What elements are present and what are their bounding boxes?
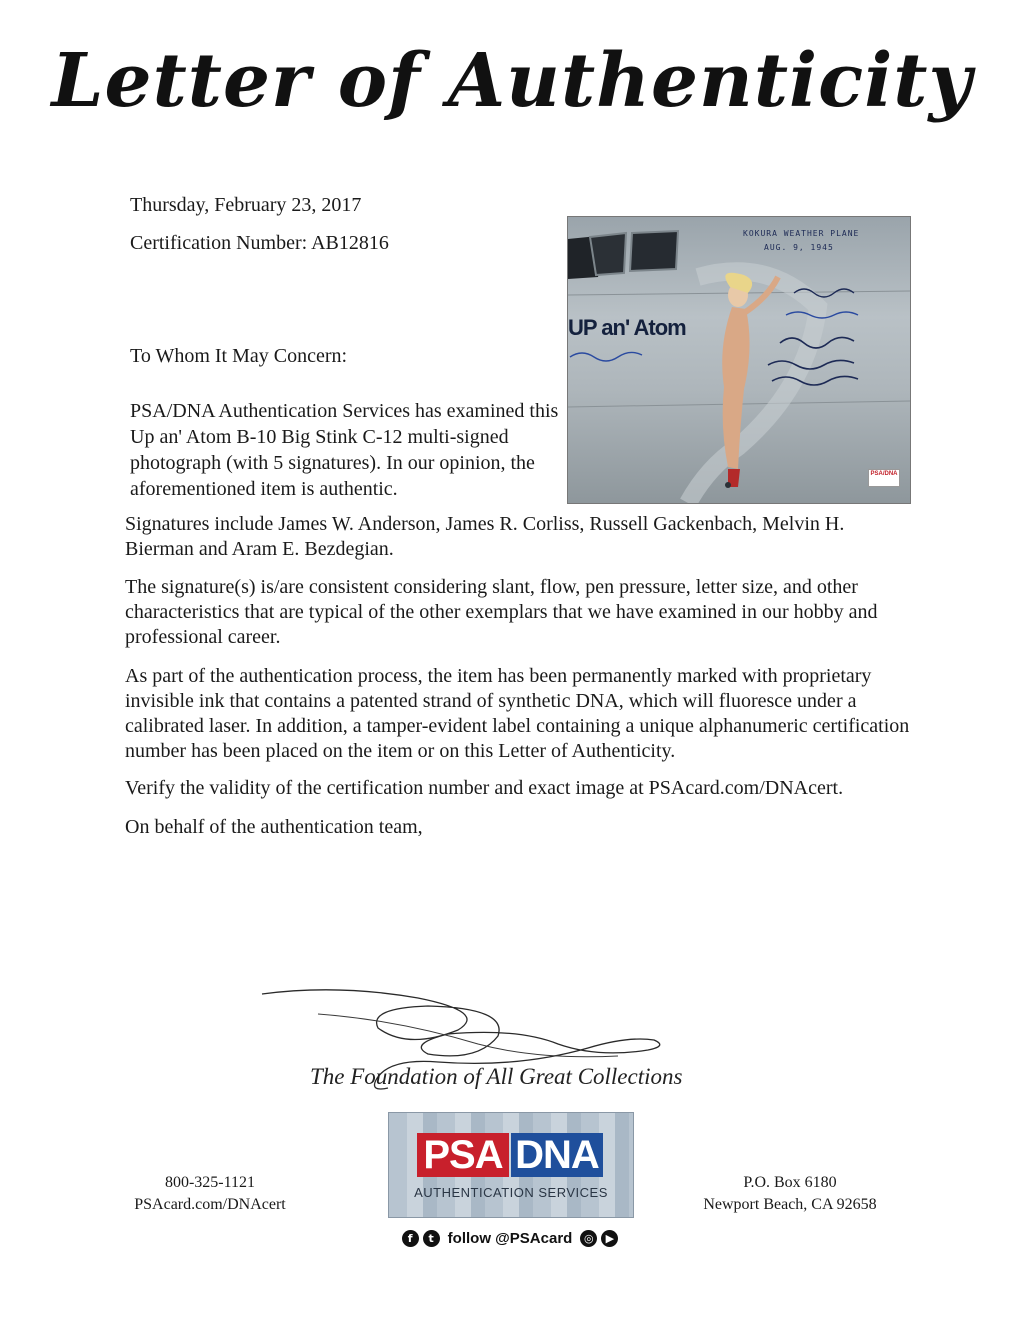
social-follow-bar bbox=[388, 1226, 632, 1250]
salutation: To Whom It May Concern: bbox=[130, 345, 348, 367]
photo-inscription-date: AUG. 9, 1945 bbox=[764, 243, 834, 252]
letter-date: Thursday, February 23, 2017 bbox=[130, 194, 362, 216]
rivet bbox=[725, 482, 731, 488]
contact-phone-web bbox=[130, 1172, 290, 1216]
tagline: The Foundation of All Great Collections bbox=[310, 1064, 683, 1089]
signature-stroke bbox=[318, 1014, 618, 1057]
cert-label: Certification Number: bbox=[130, 232, 308, 254]
paragraph-signatures: Signatures include James W. Anderson, James R. Corliss, Russell Gackenbach, Melvin H. Bierman and Aram E. Bezdegian. bbox=[125, 513, 845, 560]
nose-art-label: UP an' Atom bbox=[568, 315, 686, 340]
cert-number: AB12816 bbox=[311, 232, 389, 254]
website-url: PSAcard.com/DNAcert bbox=[134, 1196, 286, 1213]
paragraph-closing: On behalf of the authentication team, bbox=[125, 816, 423, 838]
phone-number: 800-325-1121 bbox=[164, 1174, 256, 1191]
logo-services-text: AUTHENTICATION SERVICES bbox=[414, 1185, 608, 1200]
paragraph-examined: PSA/DNA Authentication Services has examined this Up an' Atom B-10 Big Stink C-12 multi-signed photograph (with 5 signatures). In our opinion, the aforementioned item is authentic. bbox=[130, 400, 559, 500]
paragraph-consistency: The signature(s) is/are consistent considering slant, flow, pen pressure, letter size, and other characteristics that are typical of the other exemplars that we have examined in our hobby and professional career. bbox=[125, 576, 878, 648]
signed-photograph bbox=[567, 216, 911, 504]
cockpit-window bbox=[630, 231, 678, 271]
social-handle: follow @PSAcard bbox=[447, 1229, 573, 1247]
po-box: P.O. Box 6180 bbox=[743, 1174, 837, 1191]
instagram-icon: ◎ bbox=[580, 1230, 597, 1247]
psa-dna-logo bbox=[388, 1112, 634, 1218]
paragraph-authentication-process: As part of the authentication process, the item has been permanently marked with proprietary invisible ink that contains a patented strand of synthetic DNA, which will fluoresce under a calibrated laser. In addition, a tamper-evident label containing a unique alphanumeric certification number has been placed on the item or on this Letter of Authenticity. bbox=[125, 665, 910, 762]
page-title: Letter of Authenticity bbox=[51, 38, 973, 124]
logo-psa-mark: PSA bbox=[417, 1133, 509, 1177]
cockpit-window bbox=[590, 233, 626, 275]
twitter-icon: t bbox=[423, 1230, 440, 1247]
certification-number-line bbox=[130, 232, 389, 255]
psa-hologram-sticker: PSA/DNA bbox=[868, 469, 900, 487]
logo-dna-mark: DNA bbox=[511, 1133, 603, 1177]
youtube-icon: ▶ bbox=[601, 1230, 618, 1247]
paragraph-verify: Verify the validity of the certification number and exact image at PSAcard.com/DNAcert. bbox=[125, 777, 844, 799]
signature-scribble bbox=[570, 352, 642, 361]
contact-address bbox=[690, 1172, 890, 1216]
facebook-icon: f bbox=[402, 1230, 419, 1247]
photo-inscription-location: KOKURA WEATHER PLANE bbox=[743, 229, 860, 238]
aircraft-nose-illustration bbox=[568, 217, 910, 503]
city-state-zip: Newport Beach, CA 92658 bbox=[703, 1196, 877, 1213]
